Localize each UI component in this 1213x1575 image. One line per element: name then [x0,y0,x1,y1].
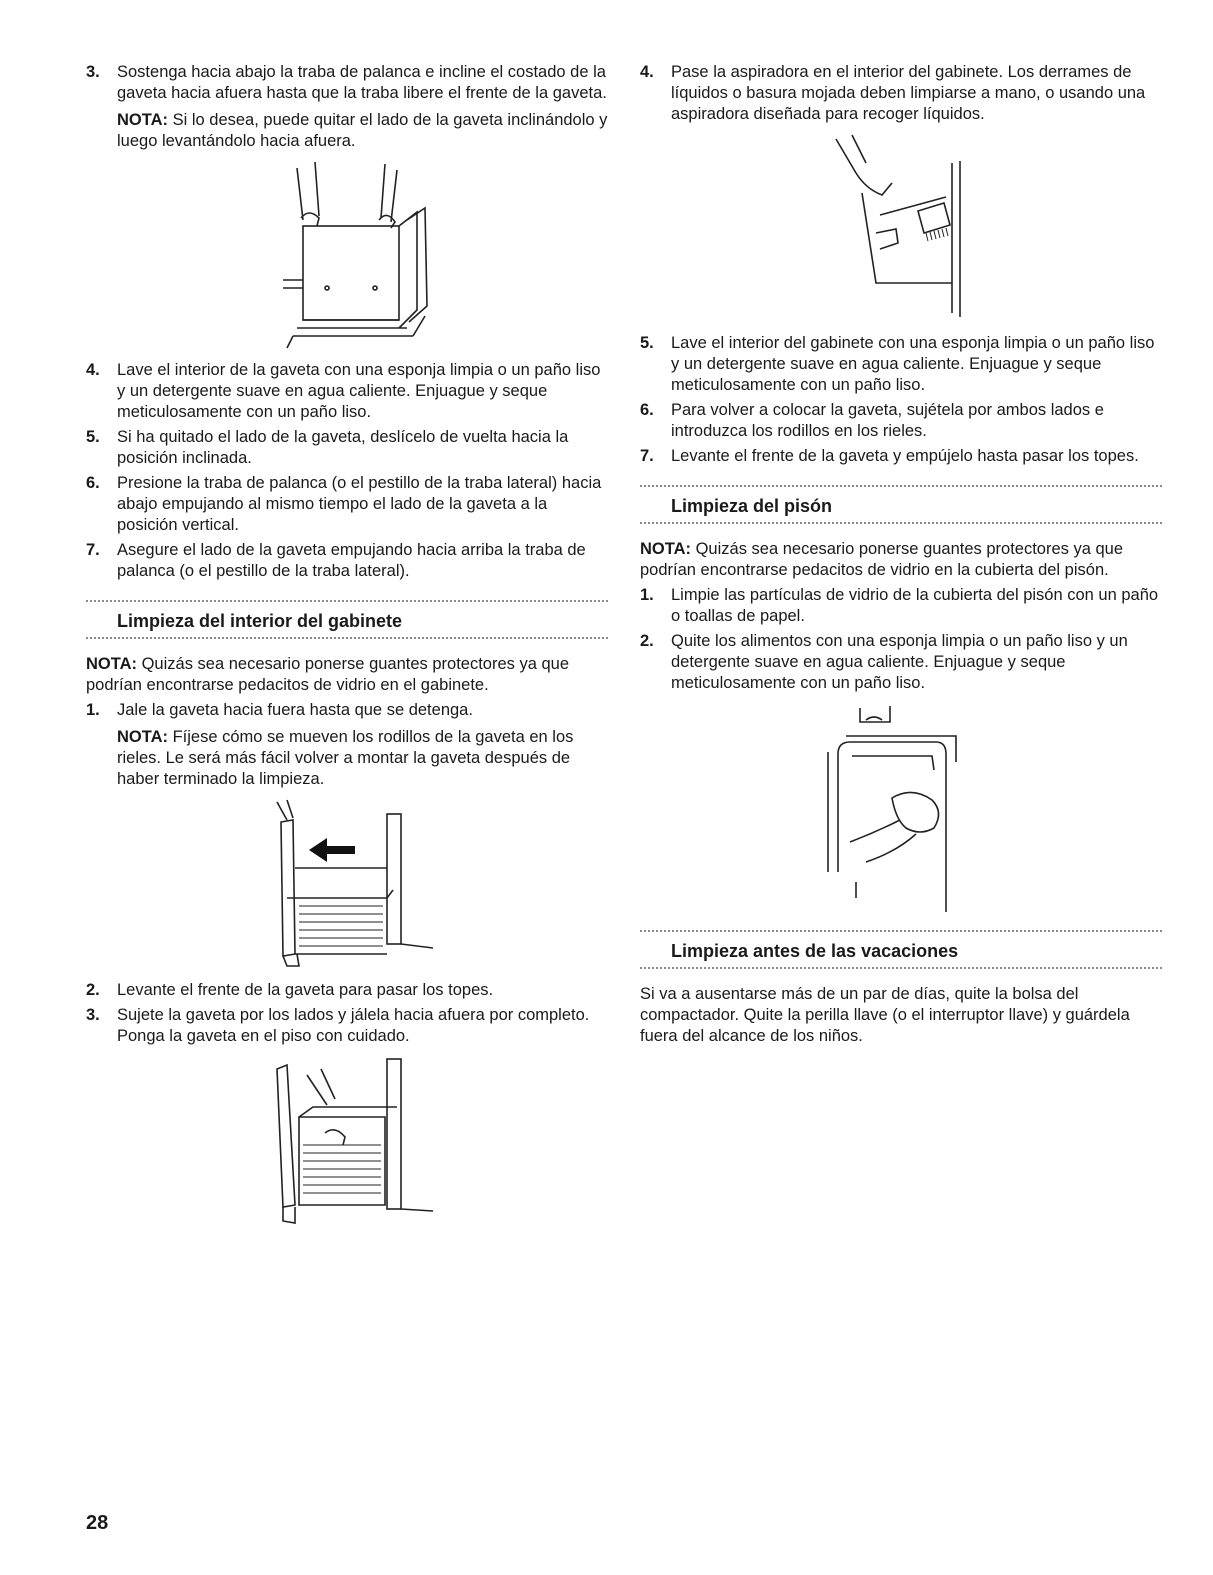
step-text: Pase la aspiradora en el interior del gabinete. Los derrames de líquidos o basura mojada deben limpiarse a mano, o usando una aspiradora diseñada para recoger líquidos. [671,63,1146,123]
note-text: Quizás sea necesario ponerse guantes protectores ya que podrían encontrarse pedacitos de vidrio en la cubierta del pisón. [640,540,1124,579]
note-gloves-ram [640,539,1162,581]
illustration-tilted-drawer-side [257,160,437,350]
illustration-lift-drawer-out [247,1055,447,1237]
step-6-reinstall-drawer [640,400,1162,442]
step-7-secure-side [86,540,608,582]
step-number: 4. [86,361,100,379]
step-number: 1. [640,586,654,604]
note-label: NOTA: [86,655,138,673]
step-3-tilt-drawer-side [86,62,608,104]
step-number: 5. [86,428,100,446]
illustration-vacuum-cabinet [826,133,976,323]
step-1-pull-drawer [86,700,608,721]
note-gloves-cabinet [86,654,608,696]
step-text: Lave el interior de la gaveta con una esponja limpia o un paño liso y un detergente suave en agua caliente. Enjuague y seque meticulosamente con un paño liso. [117,361,601,421]
step-2-lift-drawer-front [86,980,608,1001]
step-4-wash-drawer [86,360,608,423]
step-text: Para volver a colocar la gaveta, sujétela por ambos lados e introduzca los rodillos en los rieles. [671,401,1104,440]
dotted-divider [640,522,1162,527]
step-text: Quite los alimentos con una esponja limpia o un paño liso y un detergente suave en agua caliente. Enjuague y seque meticulosamente con un paño liso. [671,632,1128,692]
note-text: Quizás sea necesario ponerse guantes protectores ya que podrían encontrarse pedacitos de vidrio en el gabinete. [86,655,570,694]
step-number: 2. [86,981,100,999]
section-heading-vacation [640,924,1162,978]
step-5-slide-back [86,427,608,469]
section-heading-ram [640,479,1162,533]
dotted-divider [86,637,608,642]
dotted-divider [640,930,1162,935]
dotted-divider [86,600,608,605]
step-text: Lave el interior del gabinete con una esponja limpia o un paño liso y un detergente suave en agua caliente. Enjuague y seque meticulosamente con un paño liso. [671,334,1155,394]
section-heading-cabinet-interior [86,594,608,648]
left-column [86,62,608,1247]
step-number: 1. [86,701,100,719]
step-text: Jale la gaveta hacia fuera hasta que se detenga. [117,701,473,719]
illustration-wipe-ram [816,702,986,912]
step-number: 7. [640,447,654,465]
step-number: 5. [640,334,654,352]
note-label: NOTA: [640,540,692,558]
step-number: 6. [640,401,654,419]
step-number: 4. [640,63,654,81]
section-title: Limpieza del interior del gabinete [117,611,403,631]
step-7-push-past-stops [640,446,1162,467]
note-text: Fíjese cómo se mueven los rodillos de la gaveta en los rieles. Le será más fácil volver a montar la gaveta después de haber terminado la limpieza. [117,728,574,788]
step-1-clean-glass [640,585,1162,627]
note-rollers [86,727,608,790]
dotted-divider [640,967,1162,972]
step-6-press-lever [86,473,608,536]
step-text: Levante el frente de la gaveta para pasar los topes. [117,981,494,999]
step-text: Sostenga hacia abajo la traba de palanca e incline el costado de la gaveta hacia afuera hasta que la traba libere el frente de la gaveta. [117,63,607,102]
note-label: NOTA: [117,111,169,129]
step-2-remove-food [640,631,1162,694]
step-number: 6. [86,474,100,492]
note-remove-drawer-side [86,110,608,152]
page-number: 28 [86,1512,109,1534]
note-label: NOTA: [117,728,169,746]
step-text: Si ha quitado el lado de la gaveta, deslícelo de vuelta hacia la posición inclinada. [117,428,569,467]
step-text: Limpie las partículas de vidrio de la cubierta del pisón con un paño o toallas de papel. [671,586,1159,625]
vacation-paragraph: Si va a ausentarse más de un par de días, quite la bolsa del compactador. Quite la perilla llave (o el interruptor llave) y guárdela fuera del alcance de los niños. [640,985,1130,1045]
step-4-vacuum-cabinet [640,62,1162,125]
right-column [640,62,1162,1047]
step-number: 3. [86,63,100,81]
step-text: Asegure el lado de la gaveta empujando hacia arriba la traba de palanca (o el pestillo de la traba lateral). [117,541,586,580]
section-title: Limpieza antes de las vacaciones [671,941,959,961]
step-text: Levante el frente de la gaveta y empújelo hasta pasar los topes. [671,447,1139,465]
step-number: 2. [640,632,654,650]
section-title: Limpieza del pisón [671,496,833,516]
step-text: Presione la traba de palanca (o el pestillo de la traba lateral) hacia abajo empujando al mismo tiempo el lado de la gaveta a la posición vertical. [117,474,602,534]
note-text: Si lo desea, puede quitar el lado de la gaveta inclinándolo y luego levantándolo hacia afuera. [117,111,608,150]
step-3-remove-drawer [86,1005,608,1047]
step-number: 3. [86,1006,100,1024]
step-text: Sujete la gaveta por los lados y jálela hacia afuera por completo. Ponga la gaveta en el piso con cuidado. [117,1006,590,1045]
illustration-pull-drawer-out [247,798,447,970]
dotted-divider [640,485,1162,490]
step-number: 7. [86,541,100,559]
step-5-wash-cabinet [640,333,1162,396]
